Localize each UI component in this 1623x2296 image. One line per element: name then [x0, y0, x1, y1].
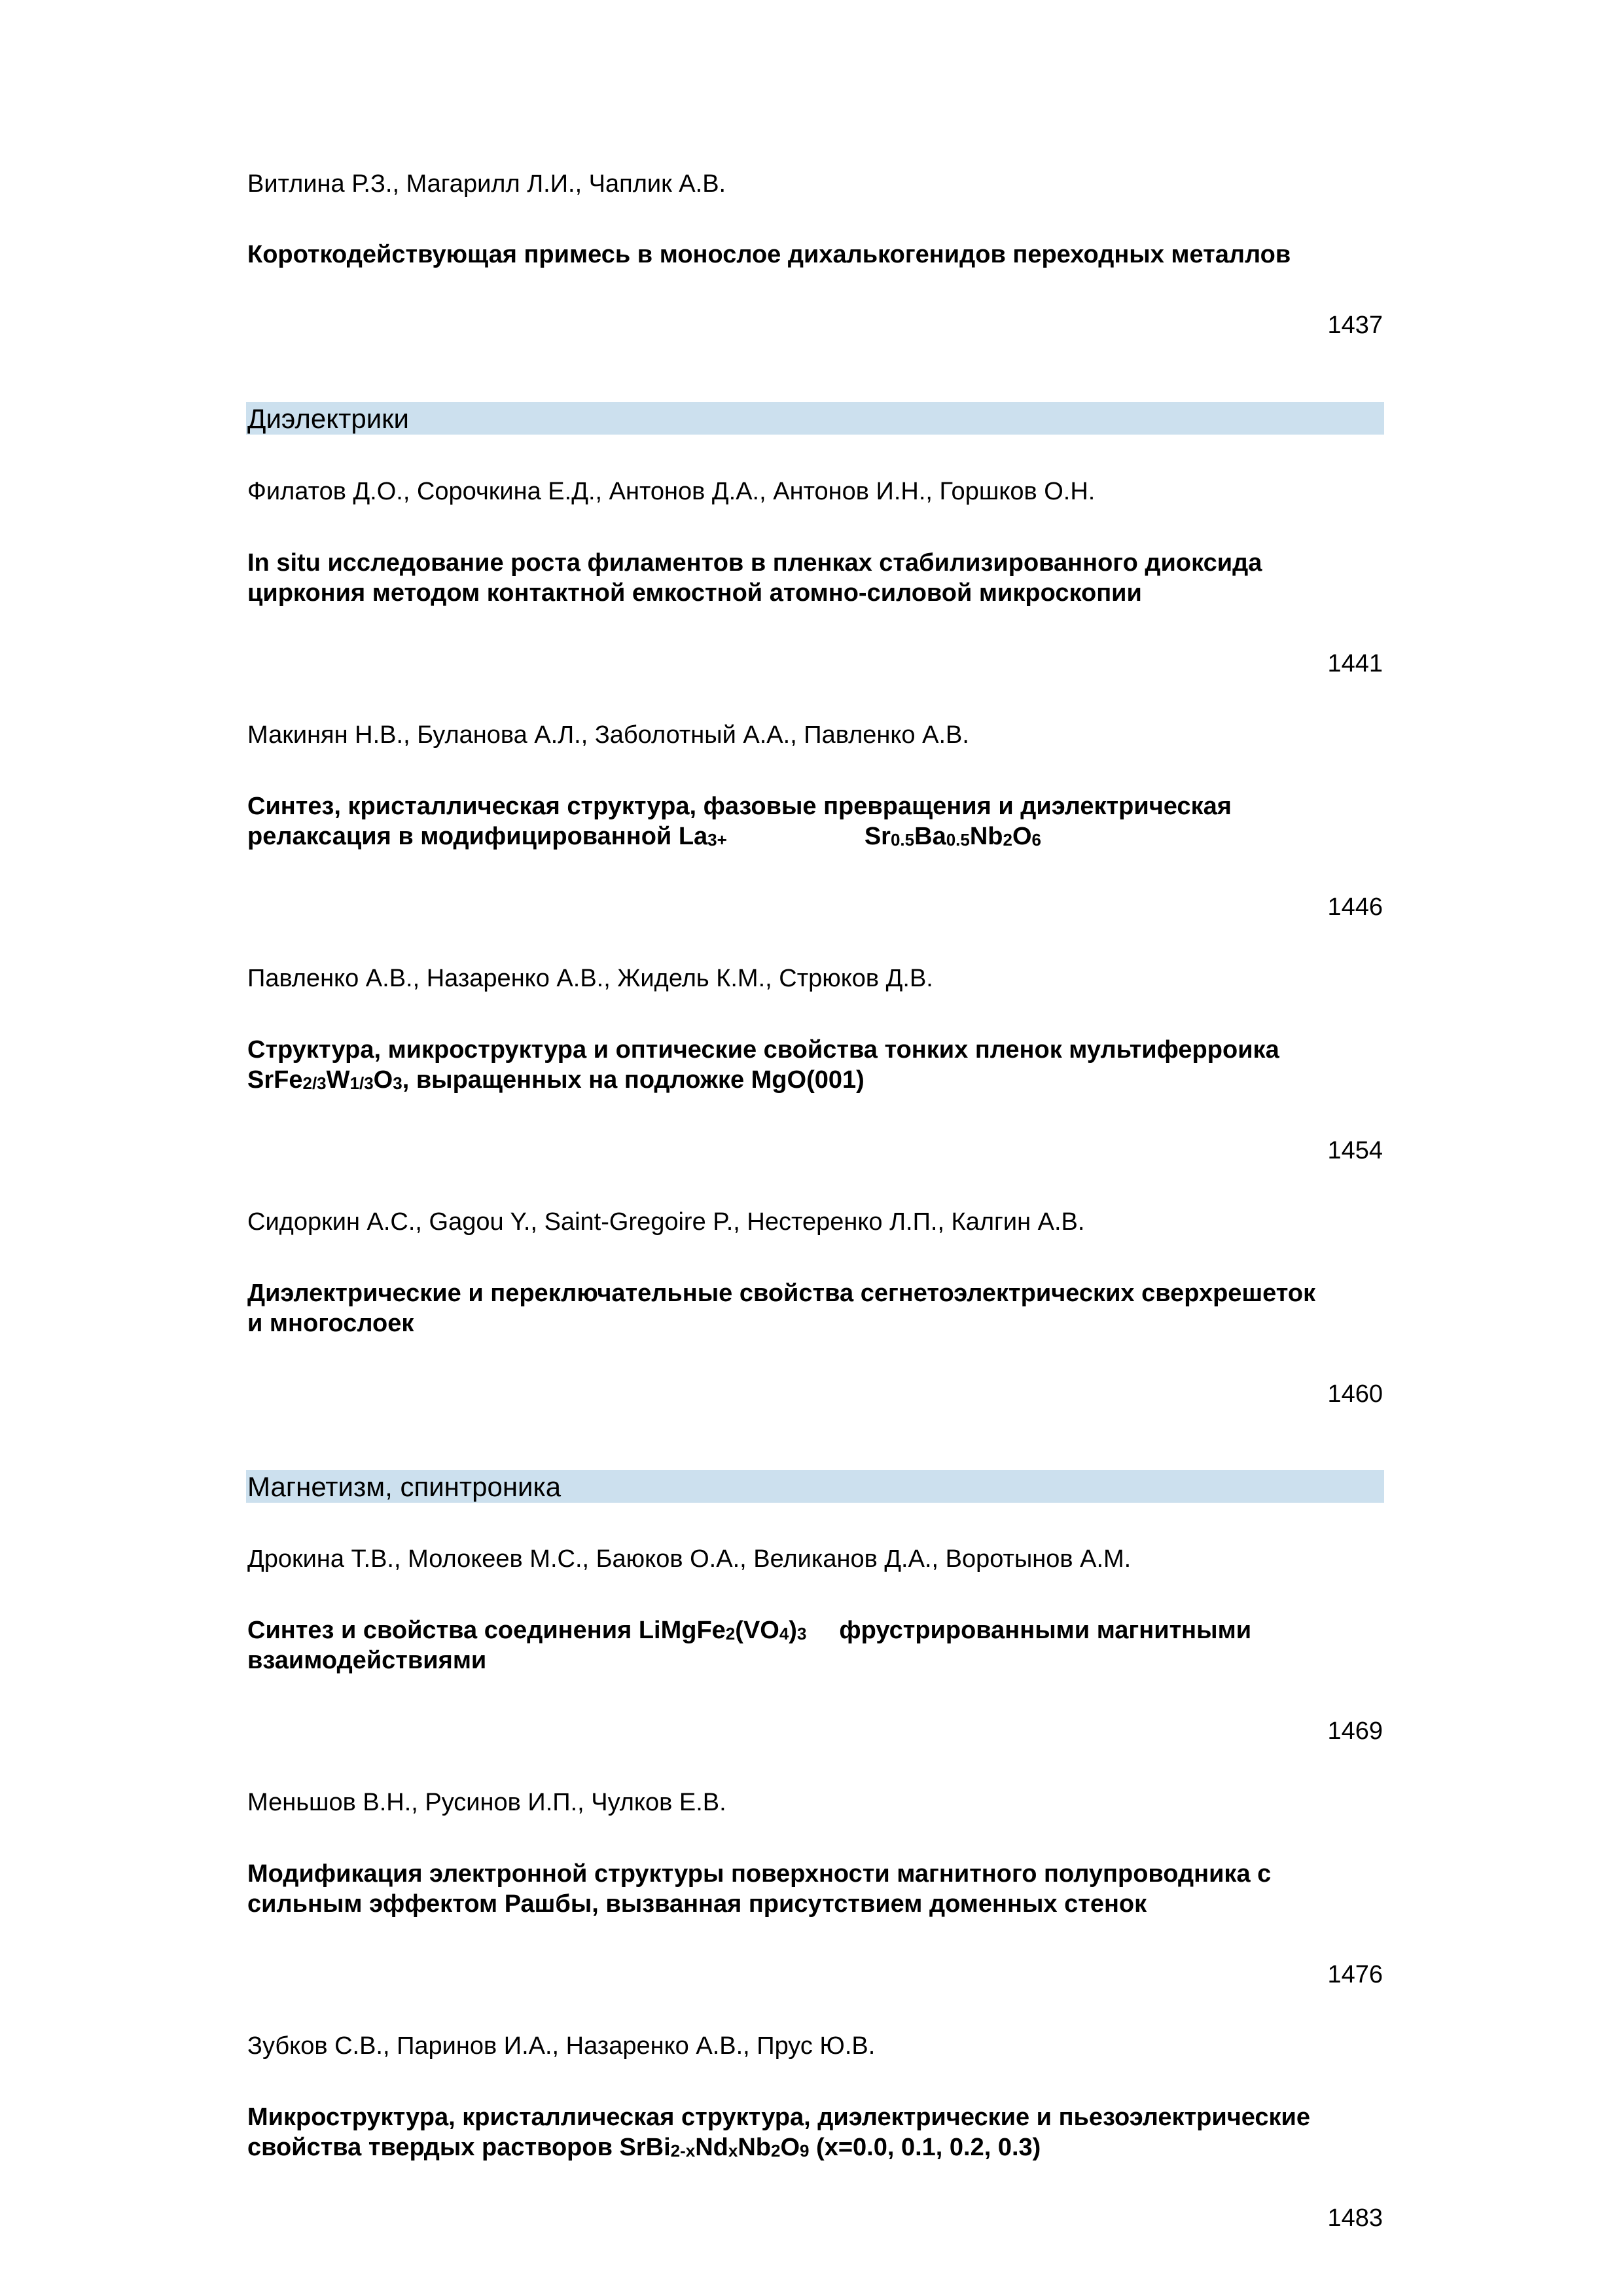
entry-page-number[interactable]: 1483 [1327, 2204, 1383, 2232]
formula-subscript: 2 [771, 2141, 781, 2161]
entry-title-line [247, 1615, 1383, 1645]
title-text: (x=0.0, 0.1, 0.2, 0.3) [809, 2134, 1041, 2161]
entry-title[interactable] [247, 548, 1383, 608]
entry-page-number[interactable]: 1454 [1327, 1137, 1383, 1164]
formula-subscript: 3 [393, 1073, 402, 1093]
entry-page-number[interactable]: 1469 [1327, 1717, 1383, 1745]
entry-title-line: циркония методом контактной емкостной атомно-силовой микроскопии [247, 579, 1142, 607]
title-text: свойства твердых растворов SrBi [247, 2134, 671, 2161]
entry-title-line [247, 1065, 1383, 1095]
entry-title[interactable] [247, 1859, 1383, 1919]
section-header-dielectrics: Диэлектрики [246, 402, 1384, 435]
entry-title-line: In situ исследование роста филаментов в пленках стабилизированного диоксида [247, 549, 1262, 577]
formula-element: Nd [695, 2134, 728, 2161]
formula-element: SrFe [247, 1066, 303, 1094]
entry-title[interactable] [247, 1278, 1383, 1338]
formula-element: Sr [864, 823, 891, 850]
entry-title-line: взаимодействиями [247, 1647, 487, 1674]
entry-title-line [247, 2132, 1383, 2162]
formula [247, 1066, 402, 1094]
entry-title[interactable] [247, 2102, 1383, 2162]
entry-title[interactable] [247, 1615, 1383, 1676]
entry-title[interactable] [247, 791, 1383, 852]
formula-element: O [1012, 823, 1032, 850]
entry-authors: Меньшов В.Н., Русинов И.П., Чулков Е.В. [247, 1789, 726, 1816]
title-text: Синтез и свойства соединения LiMgFe [247, 1617, 726, 1644]
formula-subscript: 0.5 [946, 830, 970, 850]
entry-title[interactable] [247, 1035, 1383, 1095]
formula-element: Ba [914, 823, 946, 850]
formula-element: O [373, 1066, 393, 1094]
entry-title-line: сильным эффектом Рашбы, вызванная присутствием доменных стенок [247, 1890, 1147, 1918]
formula-element: ) [789, 1617, 797, 1644]
formula-subscript: 2 [725, 1624, 736, 1643]
entry-title[interactable]: Короткодействующая примесь в монослое дихалькогенидов переходных металлов [247, 241, 1291, 268]
entry-title-line: и многослоек [247, 1310, 414, 1337]
entry-page-number[interactable]: 1446 [1327, 893, 1383, 921]
formula-element: (VO [735, 1617, 779, 1644]
formula-element: W [326, 1066, 350, 1094]
entry-title-line [247, 821, 1383, 852]
entry-authors: Павленко А.В., Назаренко А.В., Жидель К.М., Стрюков Д.В. [247, 965, 933, 992]
formula-subscript: x [728, 2141, 738, 2161]
charge-superscript: 3+ [707, 830, 727, 850]
formula-element: Nb [738, 2134, 771, 2161]
formula-subscript: 4 [779, 1624, 789, 1643]
entry-authors: Макинян Н.В., Буланова А.Л., Заболотный А.А., Павленко А.В. [247, 721, 969, 749]
formula-element: O [780, 2134, 800, 2161]
entry-authors: Зубков С.В., Паринов И.А., Назаренко А.В., Прус Ю.В. [247, 2032, 876, 2060]
formula-subscript: 0.5 [890, 830, 915, 850]
formula [865, 823, 1041, 850]
entry-title-line: Модификация электронной структуры поверхности магнитного полупроводника с [247, 1860, 1272, 1888]
entry-authors: Филатов Д.О., Сорочкина Е.Д., Антонов Д.А., Антонов И.Н., Горшков О.Н. [247, 478, 1096, 505]
title-text: фрустрированными магнитными [839, 1617, 1252, 1644]
formula-subscript: 3 [796, 1624, 807, 1643]
title-text: , выращенных на подложке MgO(001) [402, 1066, 865, 1094]
entry-authors: Дрокина Т.В., Молокеев М.С., Баюков О.А., Великанов Д.А., Воротынов А.М. [247, 1545, 1132, 1573]
entry-authors: Витлина Р.З., Магарилл Л.И., Чаплик А.В. [247, 170, 726, 198]
entry-title-line: Синтез, кристаллическая структура, фазовые превращения и диэлектрическая [247, 793, 1232, 820]
formula-subscript: 2/3 [302, 1073, 327, 1093]
section-header-magnetism: Магнетизм, спинтроника [246, 1470, 1384, 1503]
entry-authors: Сидоркин А.С., Gagou Y., Saint-Gregoire P., Нестеренко Л.П., Калгин А.В. [247, 1208, 1085, 1236]
entry-title-line: Микроструктура, кристаллическая структура, диэлектрические и пьезоэлектрические [247, 2104, 1311, 2131]
entry-page-number[interactable]: 1460 [1327, 1380, 1383, 1408]
title-text: релаксация в модифицированной La [247, 823, 708, 850]
formula-subscript: 2-x [670, 2141, 696, 2161]
formula-element: Nb [969, 823, 1003, 850]
entry-title-line: Структура, микроструктура и оптические свойства тонких пленок мультиферроика [247, 1036, 1279, 1064]
entry-page-number[interactable]: 1437 [1327, 312, 1383, 339]
formula-subscript: 6 [1031, 830, 1042, 850]
entry-page-number[interactable]: 1441 [1327, 650, 1383, 677]
formula-subscript: 2 [1003, 830, 1012, 850]
formula-subscript: 1/3 [349, 1073, 374, 1093]
entry-title-line: Диэлектрические и переключательные свойства сегнетоэлектрических сверхрешеток [247, 1280, 1316, 1307]
formula-subscript: 9 [800, 2141, 810, 2161]
entry-page-number[interactable]: 1476 [1327, 1961, 1383, 1988]
